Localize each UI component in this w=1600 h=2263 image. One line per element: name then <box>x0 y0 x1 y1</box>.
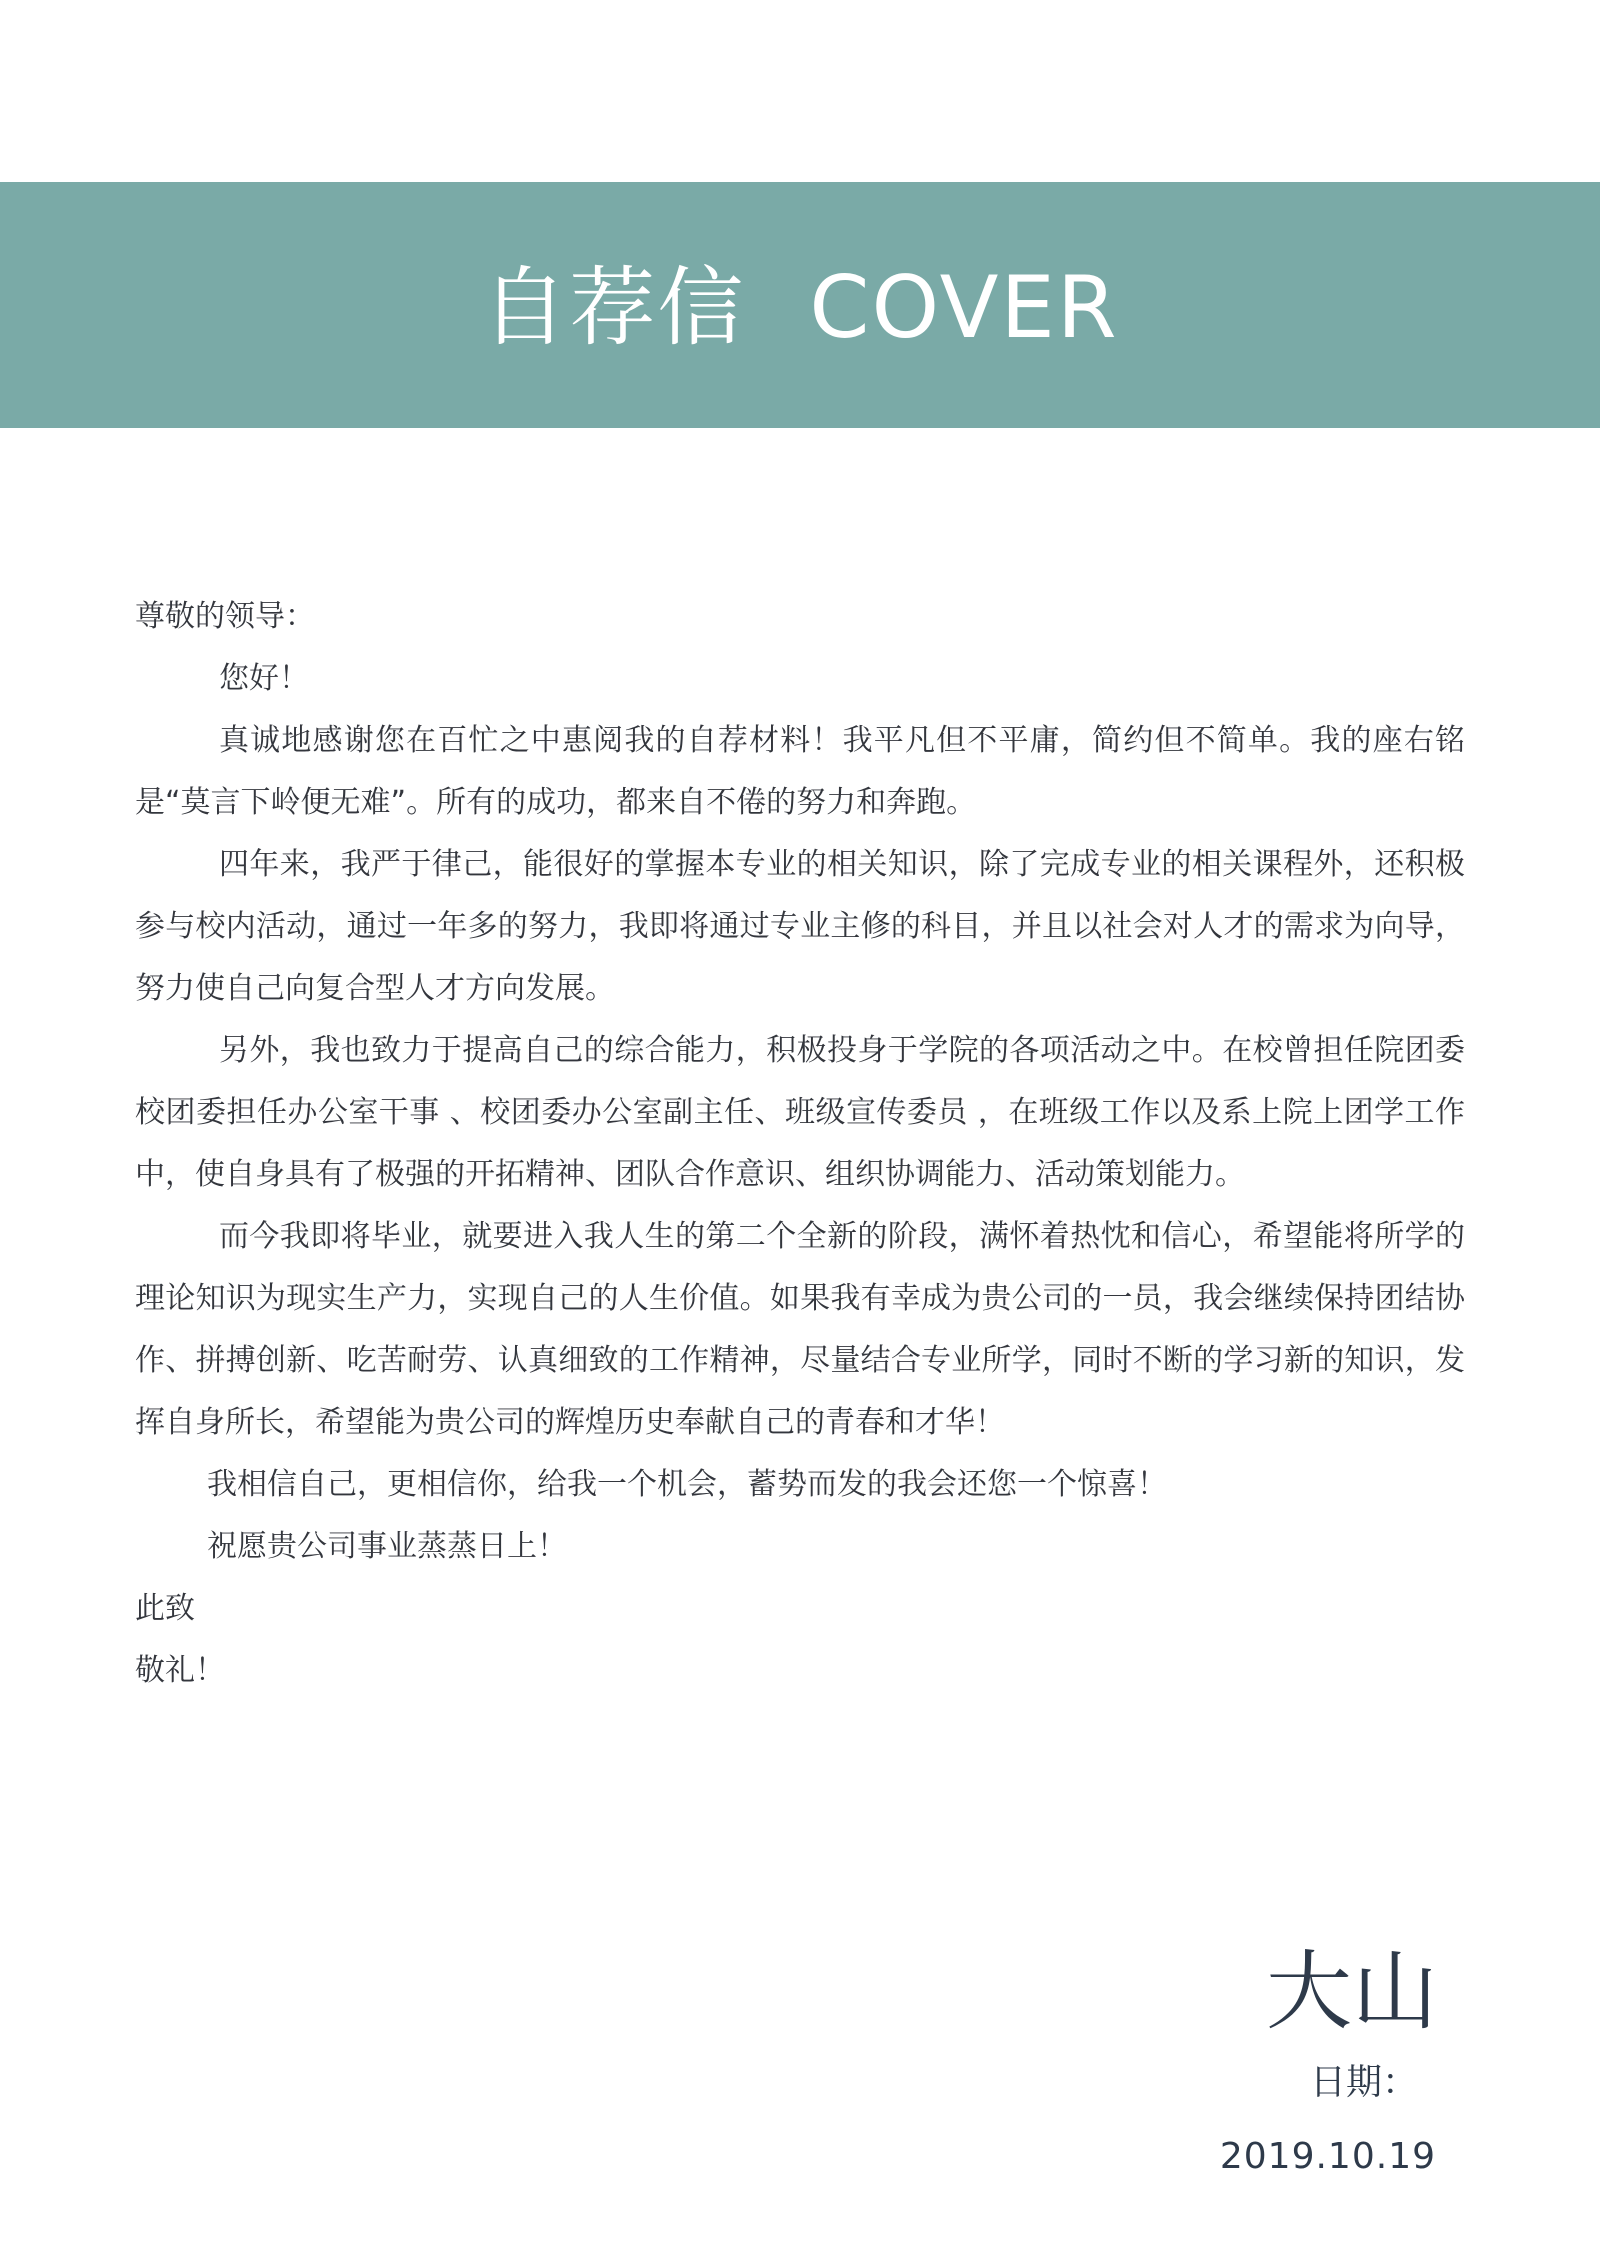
paragraph-activities: 另外，我也致力于提高自己的综合能力，积极投身于学院的各项活动之中。在校曾担任院团委校团委担任办公室干事 、校团委办公室副主任、班级宣传委员 ，在班级工作以及系上院上团学工作中，使自身具有了极强的开拓精神、团队合作意识、组织协调能力、活动策划能力。 <box>135 1033 1465 1192</box>
sign-off-regards: 此致 <box>135 1591 195 1626</box>
page-title <box>0 258 1600 358</box>
sign-off-salute: 敬礼！ <box>135 1653 225 1688</box>
paragraph-study: 四年来，我严于律己，能很好的掌握本专业的相关知识，除了完成专业的相关课程外，还积极参与校内活动，通过一年多的努力，我即将通过专业主修的科目，并且以社会对人才的需求为向导，努力使自己向复合型人才方向发展。 <box>135 847 1465 1006</box>
salutation: 尊敬的领导： <box>135 599 315 634</box>
date-value: 2019.10.19 <box>1219 2136 1436 2177</box>
date-label: 日期： <box>1309 2062 1418 2103</box>
signature-name: 大山 <box>1266 1942 1438 2042</box>
title-chinese: 自荐信 <box>481 258 746 358</box>
paragraph-future: 而今我即将毕业，就要进入我人生的第二个全新的阶段，满怀着热忱和信心，希望能将所学的理论知识为现实生产力，实现自己的人生价值。如果我有幸成为贵公司的一员，我会继续保持团结协作、拼搏创新、吃苦耐劳、认真细致的工作精神，尽量结合专业所学，同时不断的学习新的知识，发挥自身所长，希望能为贵公司的辉煌历史奉献自己的青春和才华！ <box>135 1219 1465 1440</box>
greeting: 您好！ <box>219 661 309 696</box>
closing-line-confidence: 我相信自己，更相信你，给我一个机会，蓄势而发的我会还您一个惊喜！ <box>207 1467 1167 1502</box>
title-english: COVER <box>809 258 1119 358</box>
paragraph-gratitude: 真诚地感谢您在百忙之中惠阅我的自荐材料！我平凡但不平庸，简约但不简单。我的座右铭是“莫言下岭便无难”。所有的成功，都来自不倦的努力和奔跑。 <box>135 723 1465 820</box>
closing-line-wishes: 祝愿贵公司事业蒸蒸日上！ <box>207 1529 567 1564</box>
letter-body <box>135 586 1465 1702</box>
